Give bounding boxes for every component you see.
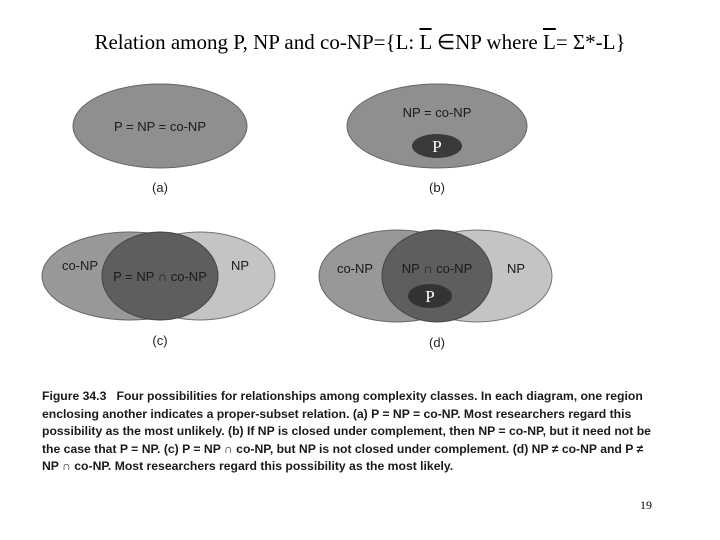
diagram-d-left-label: co-NP — [336, 261, 374, 276]
diagram-c — [42, 232, 275, 348]
diagram-c-intersection-label: P = NP ∩ co-NP — [113, 269, 207, 284]
title-complement-L: $\overline{L}$ — [419, 30, 432, 54]
diagram-a — [73, 84, 247, 195]
diagram-d-intersection-label: NP ∩ co-NP — [401, 261, 473, 276]
diagram-c-left-label: co-NP — [61, 258, 99, 273]
diagram-a-letter: (a) — [152, 180, 168, 195]
diagram-d-inner-label: P — [425, 287, 435, 306]
title-suffix: = Σ*-L} — [555, 30, 626, 54]
diagram-c-right-label: NP — [230, 258, 250, 273]
title-middle: ∈NP where — [431, 30, 543, 54]
diagram-d-letter: (d) — [429, 335, 445, 350]
figure-caption-text: Four possibilities for relationships among complexity classes. In each diagram, one region enclosing another indicates a proper-subset relation. (a) P = NP = co-NP. Most researchers regard this possibility as the most unlikely. (b) If NP is closed under complement, then NP = co-NP, but it need not be the case that P = NP. (c) P = NP ∩ co-NP, but NP is not closed under complement. (d) NP ≠ co-NP and P ≠ NP ∩ co-NP. Most researchers regard this possibility as the most likely. — [42, 389, 651, 473]
figure-caption — [42, 388, 662, 476]
diagram-d-right-label: NP — [506, 261, 526, 276]
diagram-a-label: P = NP = co-NP — [113, 119, 207, 134]
figure-label: Figure 34.3 — [42, 389, 107, 403]
diagram-b-letter: (b) — [429, 180, 445, 195]
diagram-c-letter: (c) — [152, 333, 168, 348]
title-complement-L-2: $\overline{L}$ — [542, 30, 556, 54]
diagram-b — [347, 84, 527, 195]
page-number: 19 — [640, 498, 652, 512]
diagram-b-outer-label: NP = co-NP — [402, 105, 472, 120]
ellipse-intersection-d — [382, 230, 492, 322]
title-prefix: Relation among P, NP and co-NP={L: — [94, 30, 420, 54]
diagram-b-inner-label: P — [432, 137, 442, 156]
diagram-d — [319, 230, 552, 350]
